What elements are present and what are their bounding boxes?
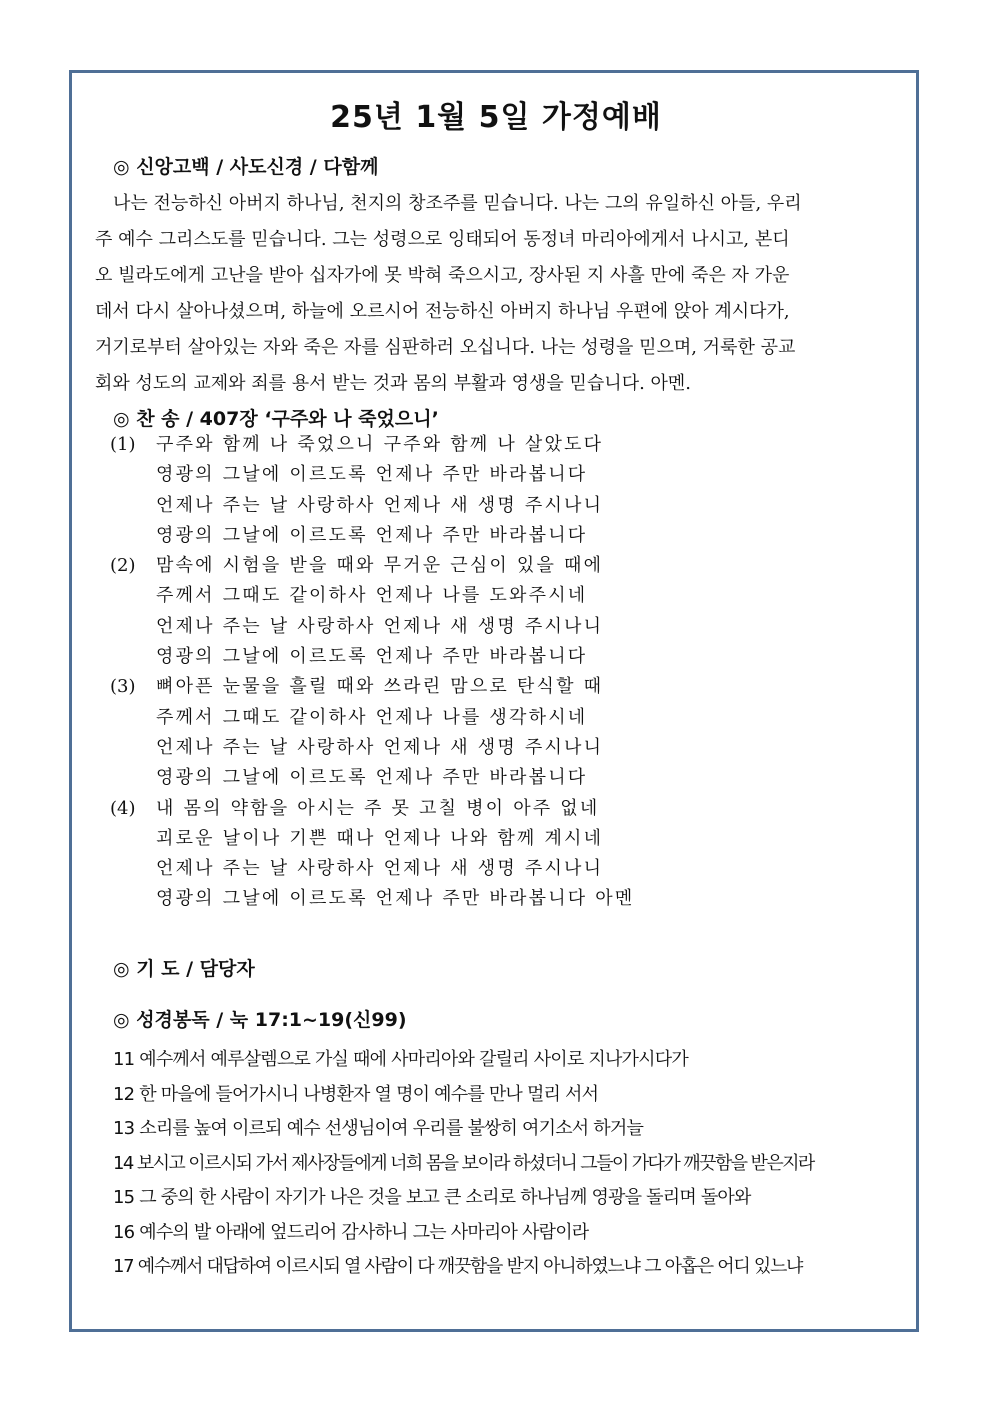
prayer-heading: ◎ 기 도 / 담당자 (113, 958, 255, 980)
scripture-heading: ◎ 성경봉독 / 눅 17:1~19(신99) (113, 1009, 407, 1031)
verse-number: (3) (110, 676, 136, 698)
verse-number: (4) (110, 797, 136, 819)
hymn-line: 영광의 그날에 이르도록 언제나 주만 바라봅니다 (156, 524, 588, 546)
hymn-verse (110, 551, 634, 672)
hymn-line-text: 구주와 함께 나 죽었으니 구주와 함께 나 살았도다 (156, 434, 604, 455)
creed-line-text: 데서 다시 살아나셨으며, 하늘에 오르시어 전능하신 아버지 하나님 우편에 앉아 계시다가, (95, 301, 790, 322)
hymn-line: 영광의 그날에 이르도록 언제나 주만 바라봅니다 아멘 (156, 888, 635, 910)
creed-line-text: 주 예수 그리스도를 믿습니다. 그는 성령으로 잉태되어 동정녀 마리아에게서 나시고, 본디 (95, 229, 790, 250)
creed-heading: ◎ 신앙고백 / 사도신경 / 다함께 (113, 156, 379, 178)
hymn-line-text: 맘속에 시험을 받을 때와 무거운 근심이 있을 때에 (156, 555, 604, 577)
hymn-line: 영광의 그날에 이르도록 언제나 주만 바라봅니다 (156, 464, 588, 486)
scripture-verse: 11 예수께서 예루살렘으로 가실 때에 사마리아와 갈릴리 사이로 지나가시다가 (113, 1049, 688, 1070)
hymn-line: 괴로운 날이나 기쁜 때나 언제나 나와 함께 계시네 (156, 827, 604, 849)
scripture-verse: 14 보시고 이르시되 가서 제사장들에게 너희 몸을 보이라 하셨더니 그들이 가다가 깨끗함을 받은지라 (113, 1152, 814, 1174)
hymn-lyrics (110, 430, 634, 915)
hymn-line-text: 내 몸의 약함을 아시는 주 못 고칠 병이 아주 없네 (156, 797, 600, 819)
hymn-line: 언제나 주는 날 사랑하사 언제나 새 생명 주시나니 (156, 858, 604, 880)
scripture-verse: 17 예수께서 대답하여 이르시되 열 사람이 다 깨끗함을 받지 아니하였느냐 그 아홉은 어디 있느냐 (113, 1256, 803, 1277)
creed-line (95, 330, 905, 366)
hymn-line: 영광의 그날에 이르도록 언제나 주만 바라봅니다 (156, 646, 588, 668)
hymn-verse (110, 430, 634, 551)
verse-number: (1) (110, 434, 136, 455)
creed-line (95, 294, 905, 330)
hymn-heading: ◎ 찬 송 / 407장 ‘구주와 나 죽었으니’ (113, 408, 439, 430)
scripture-verse: 12 한 마을에 들어가시니 나병환자 열 명이 예수를 만나 멀리 서서 (113, 1083, 599, 1105)
creed-text (95, 186, 905, 402)
creed-line (95, 186, 905, 222)
hymn-line: 주께서 그때도 같이하사 언제나 나를 생각하시네 (156, 706, 588, 728)
creed-line (95, 258, 905, 294)
scripture-verse: 15 그 중의 한 사람이 자기가 나은 것을 보고 큰 소리로 하나님께 영광을 돌리며 돌아와 (113, 1187, 751, 1208)
verse-number: (2) (110, 555, 136, 577)
creed-line-text: 나는 전능하신 아버지 하나님, 천지의 창조주를 믿습니다. 나는 그의 유일하신 아들, 우리 (113, 193, 802, 214)
hymn-line: 언제나 주는 날 사랑하사 언제나 새 생명 주시나니 (156, 494, 604, 516)
hymn-line: 언제나 주는 날 사랑하사 언제나 새 생명 주시나니 (156, 736, 604, 758)
creed-line-text: 회와 성도의 교제와 죄를 용서 받는 것과 몸의 부활과 영생을 믿습니다. 아멘. (95, 373, 692, 394)
hymn-line: 영광의 그날에 이르도록 언제나 주만 바라봅니다 (156, 767, 588, 789)
hymn-line (110, 794, 634, 824)
hymn-verse (110, 794, 634, 915)
scripture-verse: 13 소리를 높여 이르되 예수 선생님이여 우리를 불쌍히 여기소서 하거늘 (113, 1118, 644, 1139)
hymn-line: 언제나 주는 날 사랑하사 언제나 새 생명 주시나니 (156, 615, 604, 637)
creed-line (95, 366, 905, 402)
page-title: 25년 1월 5일 가정예배 (330, 100, 662, 135)
creed-line-text: 거기로부터 살아있는 자와 죽은 자를 심판하러 오십니다. 나는 성령을 믿으며, 거룩한 공교 (95, 337, 796, 358)
hymn-line (110, 430, 634, 460)
hymn-line (110, 672, 634, 702)
hymn-line (110, 551, 634, 581)
scripture-verse: 16 예수의 발 아래에 엎드리어 감사하니 그는 사마리아 사람이라 (113, 1221, 589, 1243)
hymn-verse (110, 672, 634, 793)
hymn-line: 주께서 그때도 같이하사 언제나 나를 도와주시네 (156, 585, 588, 607)
creed-line (95, 222, 905, 258)
hymn-line-text: 뼈아픈 눈물을 흘릴 때와 쓰라린 맘으로 탄식할 때 (156, 676, 604, 698)
creed-line-text: 오 빌라도에게 고난을 받아 십자가에 못 박혀 죽으시고, 장사된 지 사흘 만에 죽은 자 가운 (95, 265, 790, 286)
scripture-reading (113, 1043, 814, 1285)
